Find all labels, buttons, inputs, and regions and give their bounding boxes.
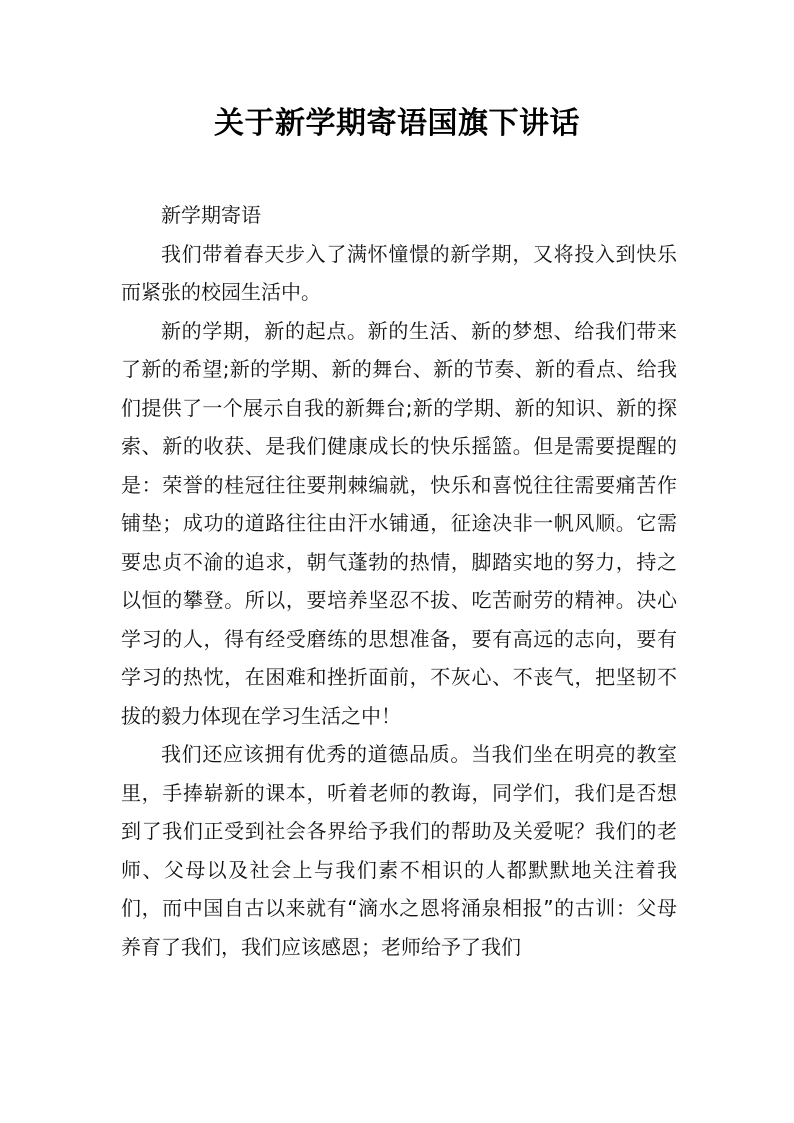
paragraph-subtitle: 新学期寄语 <box>161 203 261 227</box>
document-title: 关于新学期寄语国旗下讲话 <box>214 106 580 141</box>
document-body <box>121 196 677 966</box>
paragraph: 我们还应该拥有优秀的道德品质。当我们坐在明亮的教室里，手捧崭新的课本，听着老师的教诲，同学们，我们是否想到了我们正受到社会各界给予我们的帮助及关爱呢？我们的老师、父母以及社会上与我们素不相识的人都默默地关注着我们，而中国自古以来就有“滴水之恩将涌泉相报”的古训：父母养育了我们，我们应该感恩；老师给予了我们 <box>121 742 677 959</box>
paragraph: 新的学期，新的起点。新的生活、新的梦想、给我们带来了新的希望;新的学期、新的舞台、新的节奏、新的看点、给我们提供了一个展示自我的新舞台;新的学期、新的知识、新的探索、新的收获、是我们健康成长的快乐摇篮。但是需要提醒的是：荣誉的桂冠往往要荆棘编就，快乐和喜悦往往需要痛苦作铺垫；成功的道路往往由汗水铺通，征途决非一帆风顺。它需要忠贞不渝的追求，朝气蓬勃的热情，脚踏实地的努力，持之以恒的攀登。所以，要培养坚忍不拔、吃苦耐劳的精神。决心学习的人，得有经受磨练的思想准备，要有高远的志向，要有学习的热忱，在困难和挫折面前，不灰心、不丧气，把坚韧不拔的毅力体现在学习生活之中！ <box>121 318 677 728</box>
paragraph: 我们带着春天步入了满怀憧憬的新学期，又将投入到快乐而紧张的校园生活中。 <box>121 241 677 304</box>
